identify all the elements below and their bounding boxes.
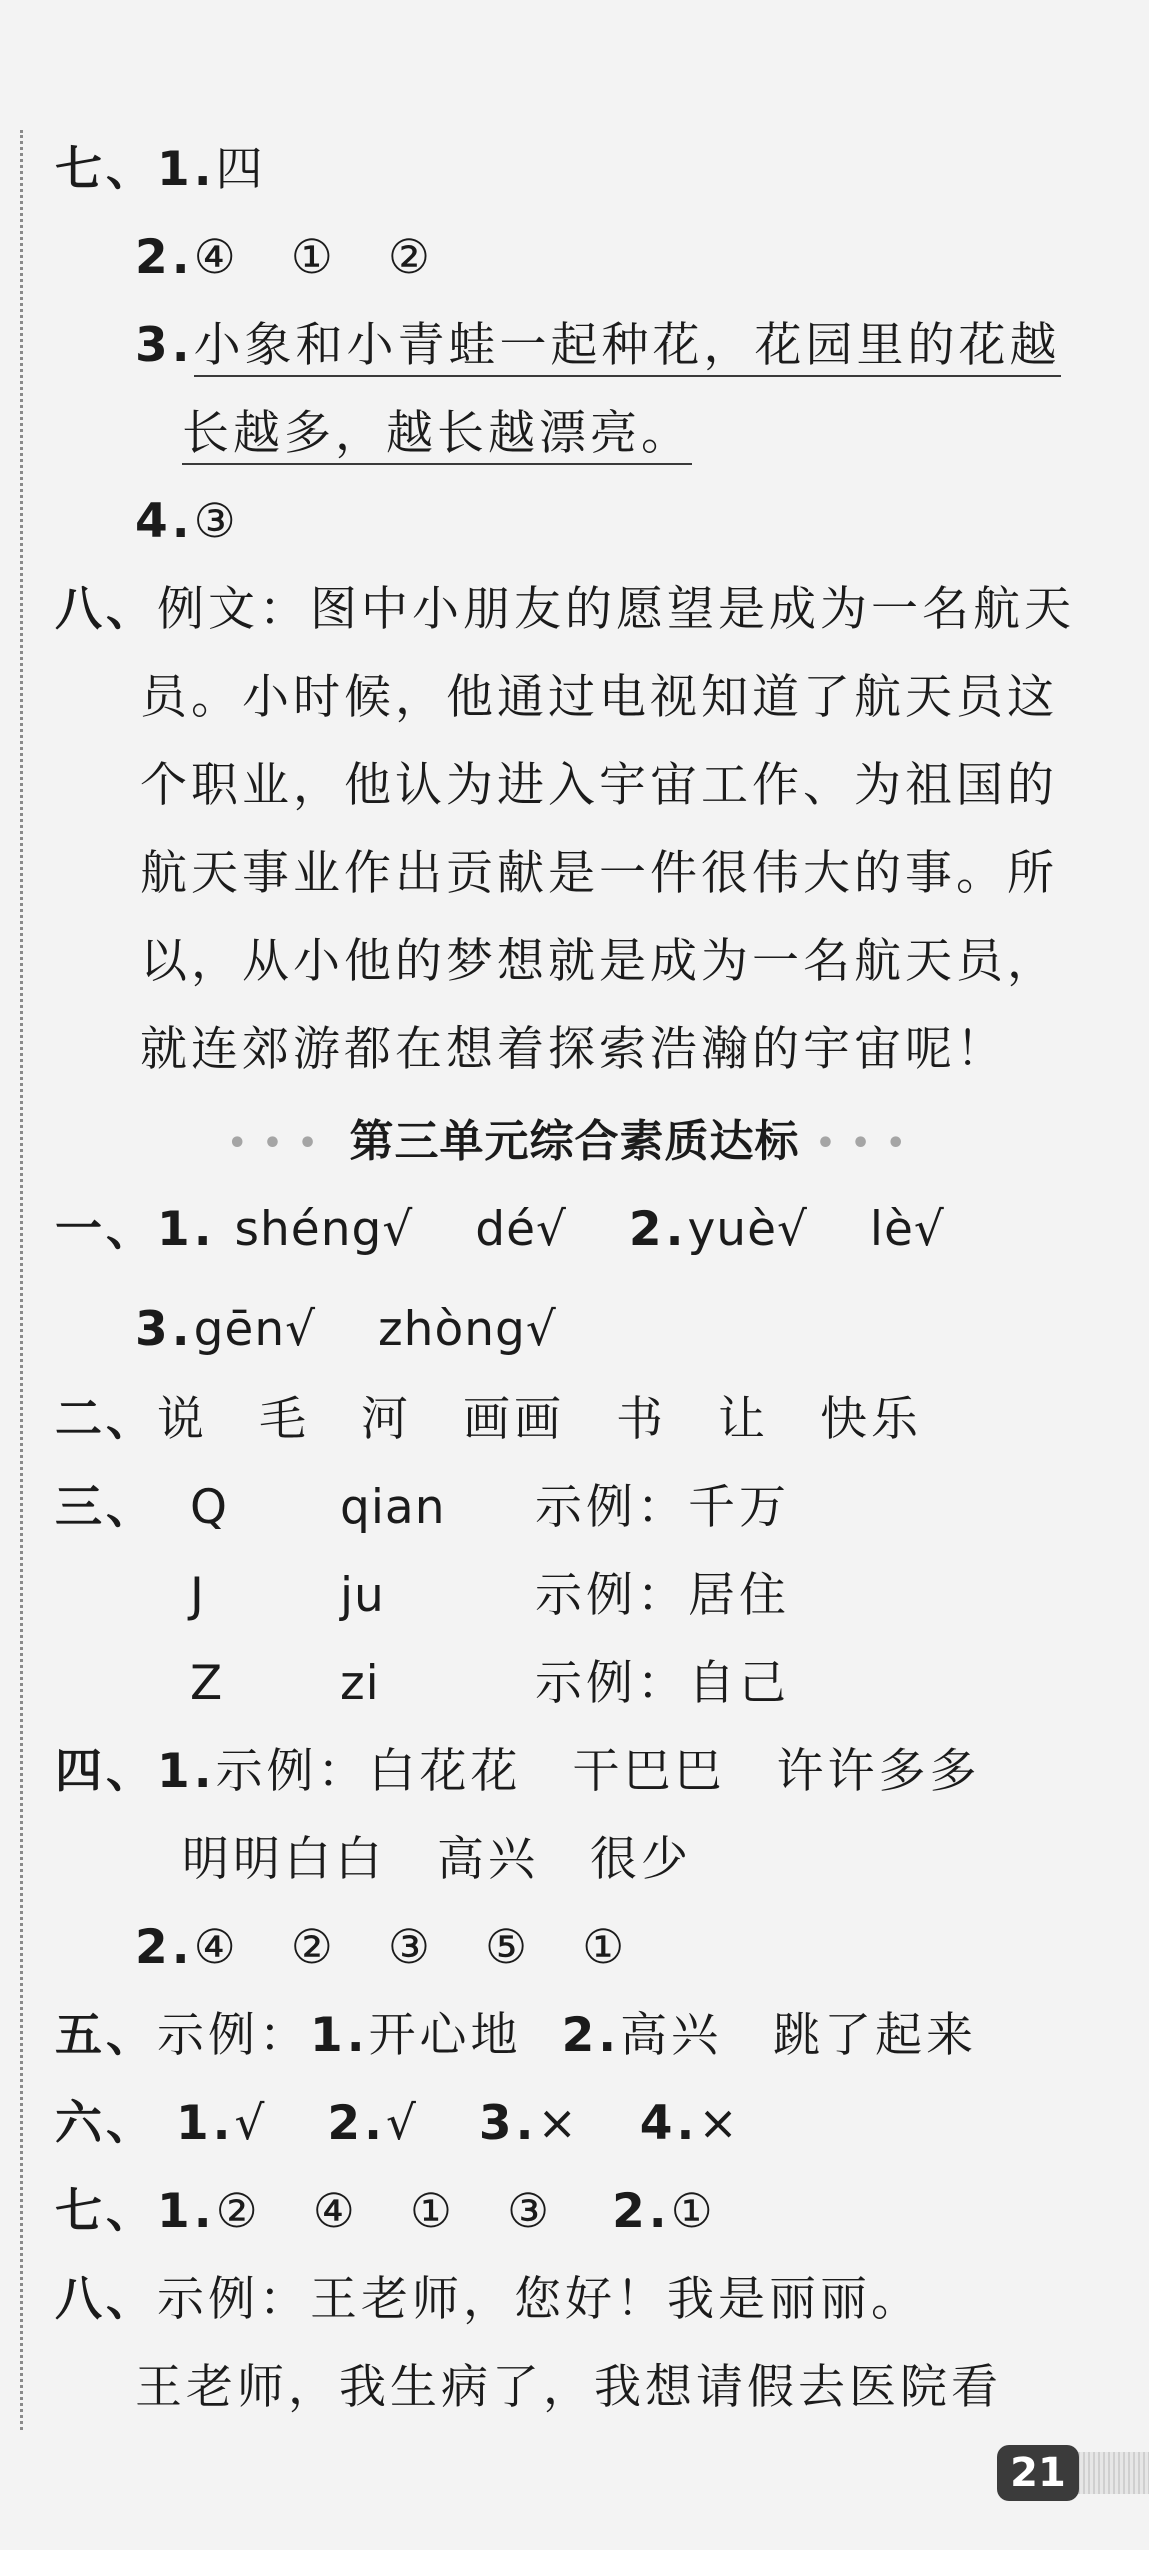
unit3-answer-3-row: 三、 Q qian 示例：千万 [55, 1480, 790, 1535]
essay-line: 个职业，他认为进入宇宙工作、为祖国的 [140, 758, 1058, 813]
unit3-answer-8-cont: 王老师，我生病了，我想请假去医院看 [135, 2360, 1002, 2415]
unit3-answer-1: 一、1. shéng√ dé√ 2.yuè√ lè√ [55, 1202, 948, 1257]
answer-7-2: 2.④ ① ② [135, 230, 434, 285]
title-dots-left: ••• [227, 1126, 334, 1161]
unit3-answer-6: 六、 1.√ 2.√ 3.× 4.× [55, 2096, 742, 2151]
essay-line: 员。小时候，他通过电视知道了航天员这 [140, 670, 1058, 725]
title-dots-right: ••• [815, 1126, 922, 1161]
unit3-answer-5: 五、示例：1.开心地 2.高兴 跳了起来 [55, 2008, 978, 2063]
answer-7-1: 七、1.四 [55, 142, 267, 197]
unit3-answer-1-3: 3.gēn√ zhòng√ [135, 1302, 560, 1357]
essay-line: 以，从小他的梦想就是成为一名航天员， [140, 934, 1058, 989]
answer-7-4: 4.③ [135, 494, 240, 549]
page-tab-stripes [1073, 2452, 1149, 2494]
answer-8-essay: 八、例文：图中小朋友的愿望是成为一名航天 [55, 582, 1075, 637]
unit3-answer-7: 七、1.② ④ ① ③ 2.① [55, 2184, 717, 2239]
unit3-answer-4-1: 四、1.示例：白花花 干巴巴 许许多多 [55, 1744, 981, 1799]
page-number-badge: 21 [997, 2445, 1079, 2501]
answer-7-3-cont: 长越多，越长越漂亮。 [182, 404, 692, 464]
essay-line: 就连郊游都在想着探索浩瀚的宇宙呢！ [140, 1022, 1007, 1077]
essay-line: 航天事业作出贡献是一件很伟大的事。所 [140, 846, 1058, 901]
binding-margin-line [20, 130, 23, 2430]
unit3-answer-2: 二、说 毛 河 画画 书 让 快乐 [55, 1392, 922, 1447]
unit3-answer-4-2: 2.④ ② ③ ⑤ ① [135, 1920, 629, 1975]
unit3-answer-4-1-cont: 明明白白 高兴 很少 [182, 1832, 692, 1887]
section-title: ••• 第三单元综合素质达标 ••• [227, 1116, 922, 1167]
answer-7-3: 3.小象和小青蛙一起种花，花园里的花越 [135, 316, 1061, 376]
unit3-answer-8: 八、示例：王老师，您好！我是丽丽。 [55, 2272, 922, 2327]
